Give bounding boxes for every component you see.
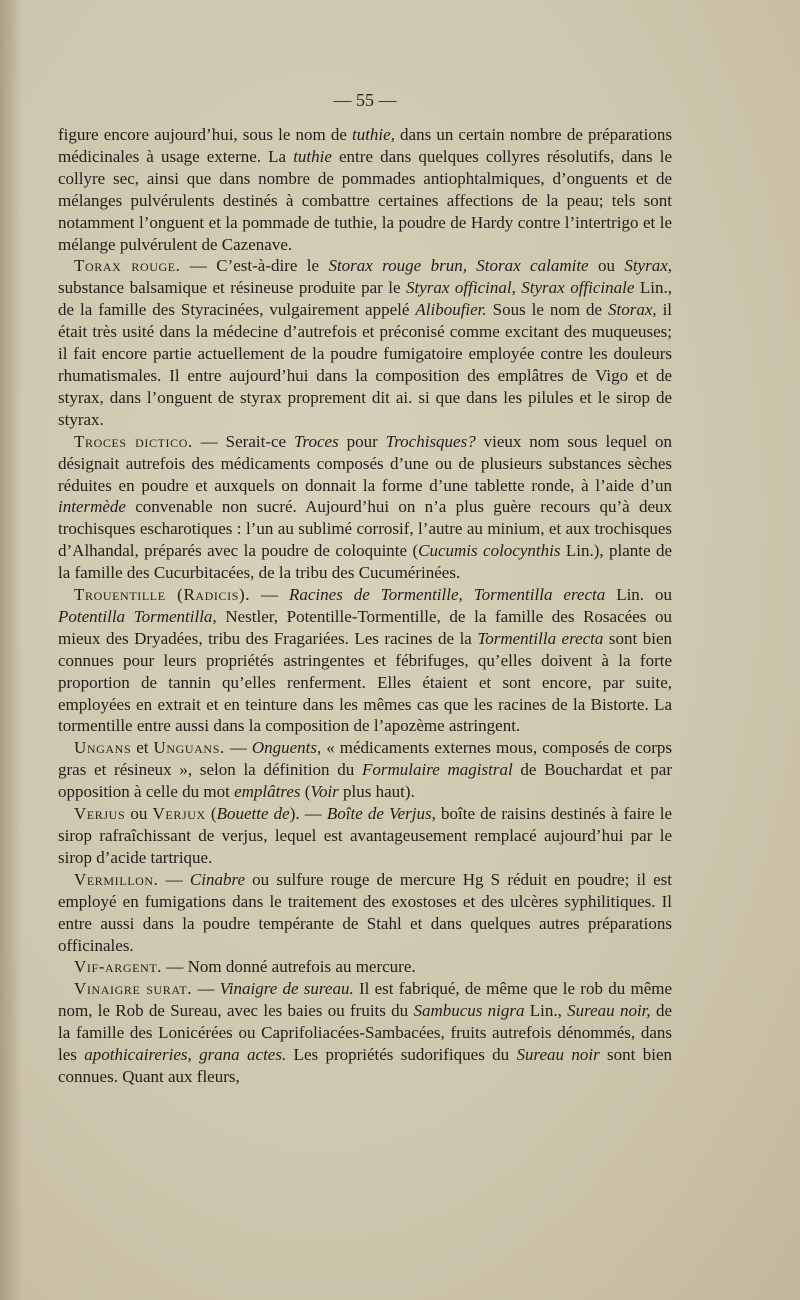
entry-headword: Verjux: [152, 804, 206, 824]
italic-term: Storax rouge brun, Storax calamite: [328, 256, 589, 276]
text-run: —: [250, 585, 289, 605]
text-run: Sous le nom de: [486, 300, 608, 320]
text-run: plus haut).: [338, 782, 415, 802]
italic-term: Cinabre: [189, 869, 245, 889]
text-run: ou sulfure rouge de mercure Hg S réduit en poudre; il est employé en fumigations dans le traitement des exostoses et des ulcères syphilitiques. Il entre aussi dans la poudre tempérante de Stahl et dans quelques autres préparations officinales.: [58, 869, 672, 955]
binding-shadow: [0, 0, 22, 1300]
italic-term: Bouette de: [216, 804, 290, 824]
text-run: (: [205, 804, 217, 824]
dictionary-entry: [58, 978, 672, 1088]
text-run: —: [192, 979, 220, 999]
italic-term: Sureau noir: [516, 1045, 600, 1065]
dictionary-entry: [58, 584, 672, 737]
entry-headword: Troces dictico.: [74, 431, 193, 451]
text-run: — Nom donné autrefois au mercure.: [162, 957, 416, 977]
text-run: sont bien connues pour leurs propriétés astringentes et fébrifuges, qu’elles doivent à la forte proportion de tannin qu’elles renferment. Elles étaient et sont encore, par suite, employées en extrait et en teinture dans les mêmes cas que les racines de la Bistorte. La tormentille entre aussi dans la composition de l’apozème astringent.: [58, 628, 672, 736]
italic-term: tuthie: [293, 146, 332, 166]
paragraph-continuation: [58, 124, 672, 255]
text-run: boîte de raisins destinés à faire le sirop rafraîchissant de verjus, lequel est avantageusement remplacé aujourd’hui par le sirop d’acide tartrique.: [58, 804, 673, 867]
italic-term: intermède: [58, 497, 126, 517]
italic-term: Potentilla Tormentilla,: [58, 606, 217, 626]
text-run: Les propriétés sudorifiques du: [286, 1045, 517, 1065]
italic-term: Aliboufier.: [415, 300, 487, 320]
text-run: Il est fabriqué, de même que le rob du même nom, le Rob de Sureau, avec les baies ou fruits du: [58, 979, 673, 1021]
italic-term: Onguents,: [251, 738, 322, 758]
text-run: Lin., de la famille des Styracinées, vulgairement appelé: [58, 278, 672, 320]
text-run: de Bouchardat et par opposition à celle du mot: [58, 760, 673, 802]
text-run: de la famille des Lonicérées ou Caprifoliacées-Sambacées, fruits autrefois dénommés, dans les: [58, 1001, 672, 1065]
italic-term: Storax,: [607, 300, 657, 320]
italic-term: Sureau noir,: [567, 1001, 651, 1021]
text-run: ou: [588, 256, 625, 276]
italic-term: Voir: [310, 782, 339, 802]
text-run: dans un certain nombre de préparations médicinales à usage externe. La: [58, 125, 672, 166]
text-run: substance balsamique et résineuse produite par le: [58, 278, 406, 298]
text-run: ). —: [289, 804, 327, 824]
text-run: Lin.), plante de la famille des Cucurbitacées, de la tribu des Cucumérinées.: [58, 541, 673, 583]
italic-term: Tormentilla erecta: [477, 628, 604, 648]
italic-term: emplâtres: [234, 782, 301, 802]
text-run: Lin.,: [524, 1001, 568, 1021]
text-run: il était très usité dans la médecine d’autrefois et préconisé comme excitant des muqueuses; il fait encore partie actuellement de la poudre fumigatoire employée contre les douleurs rhumatismales. Il entre aujourd’hui dans la composition des emplâtres de Vigo et de styrax, dans l’onguent de styrax proprement dit ai. si que dans les pilules et le sirop de styrax.: [58, 300, 673, 429]
entry-headword: Trouentille (Radicis).: [74, 585, 251, 605]
text-run: —: [158, 869, 190, 889]
dictionary-entry: [58, 737, 672, 803]
text-run: pour: [338, 431, 386, 451]
text-run: et: [131, 738, 154, 758]
dictionary-entry: [58, 803, 672, 869]
italic-term: tuthie,: [351, 125, 395, 144]
entry-headword: Torax rouge.: [74, 256, 181, 276]
text-run: figure encore aujourd’hui, sous le nom de: [58, 125, 352, 144]
entry-headword: Vif-argent.: [74, 957, 163, 977]
text-run: vieux nom sous lequel on désignait autrefois des médicaments composés d’une ou de plusieurs substances sèches réduites en poudre et auxquels on donnait la forme d’une tablette ronde, à l’aide d’un: [58, 431, 672, 495]
text-run: — C’est-à-dire le: [180, 256, 329, 276]
text-run: entre dans quelques collyres résolutifs, dans le collyre sec, ainsi que dans nombre de pommades antiophtalmiques, d’onguents et de mélanges pulvérulents destinés à combattre certaines affections de la peau; tels sont notamment l’onguent et la pommade de tuthie, la poudre de Hardy contre l’intertrigo et le mélange pulvérulent de Cazenave.: [58, 146, 672, 254]
italic-term: Vinaigre de sureau.: [219, 979, 354, 999]
italic-term: Troces: [293, 431, 339, 451]
text-run: sont bien connues. Quant aux fleurs,: [58, 1045, 673, 1086]
italic-term: Formulaire magistral: [362, 760, 513, 780]
page-number: — 55 —: [333, 90, 397, 110]
page-body-text: [58, 124, 672, 1088]
italic-term: Styrax,: [624, 256, 673, 276]
text-run: « médicaments externes mous, composés de corps gras et résineux », selon la définition du: [58, 738, 673, 780]
text-run: convenable non sucré. Aujourd’hui on n’a plus guère recours qu’à deux trochisques escharotiques : l’un au sublimé corrosif, l’autre au minium, et aux trochisques d’Alhandal, préparés avec la poudre de coloquinte (: [58, 497, 672, 561]
entry-headword: Verjus: [74, 804, 126, 824]
italic-term: apothicaireries, grana actes.: [84, 1045, 287, 1065]
italic-term: Trochisques?: [385, 431, 476, 451]
dictionary-entry: [58, 956, 672, 978]
italic-term: Racines de Tormentille, Tormentilla erecta: [289, 585, 606, 605]
text-run: Nestler, Potentille-Tormentille, de la famille des Rosacées ou mieux des Dryadées, tribu des Fragariées. Les racines de la: [58, 606, 672, 648]
italic-term: Cucumis colocynthis: [418, 541, 561, 561]
text-run: ou: [125, 804, 153, 824]
entry-headword: Vermillon.: [74, 869, 159, 889]
dictionary-entry: [58, 431, 672, 584]
text-run: (: [300, 782, 311, 802]
text-run: —: [224, 738, 252, 758]
italic-term: Styrax officinal, Styrax officinale: [406, 278, 635, 298]
entry-headword: Unguans.: [153, 738, 225, 758]
dictionary-entry: [58, 869, 672, 957]
italic-term: Sambucus nigra: [413, 1001, 525, 1021]
text-run: — Serait-ce: [192, 431, 294, 451]
text-run: Lin. ou: [605, 585, 673, 605]
entry-headword: Vinaigre surat.: [74, 979, 193, 999]
italic-term: Boîte de Verjus,: [326, 804, 436, 824]
entry-headword: Ungans: [74, 738, 132, 758]
dictionary-entry: [58, 255, 672, 430]
